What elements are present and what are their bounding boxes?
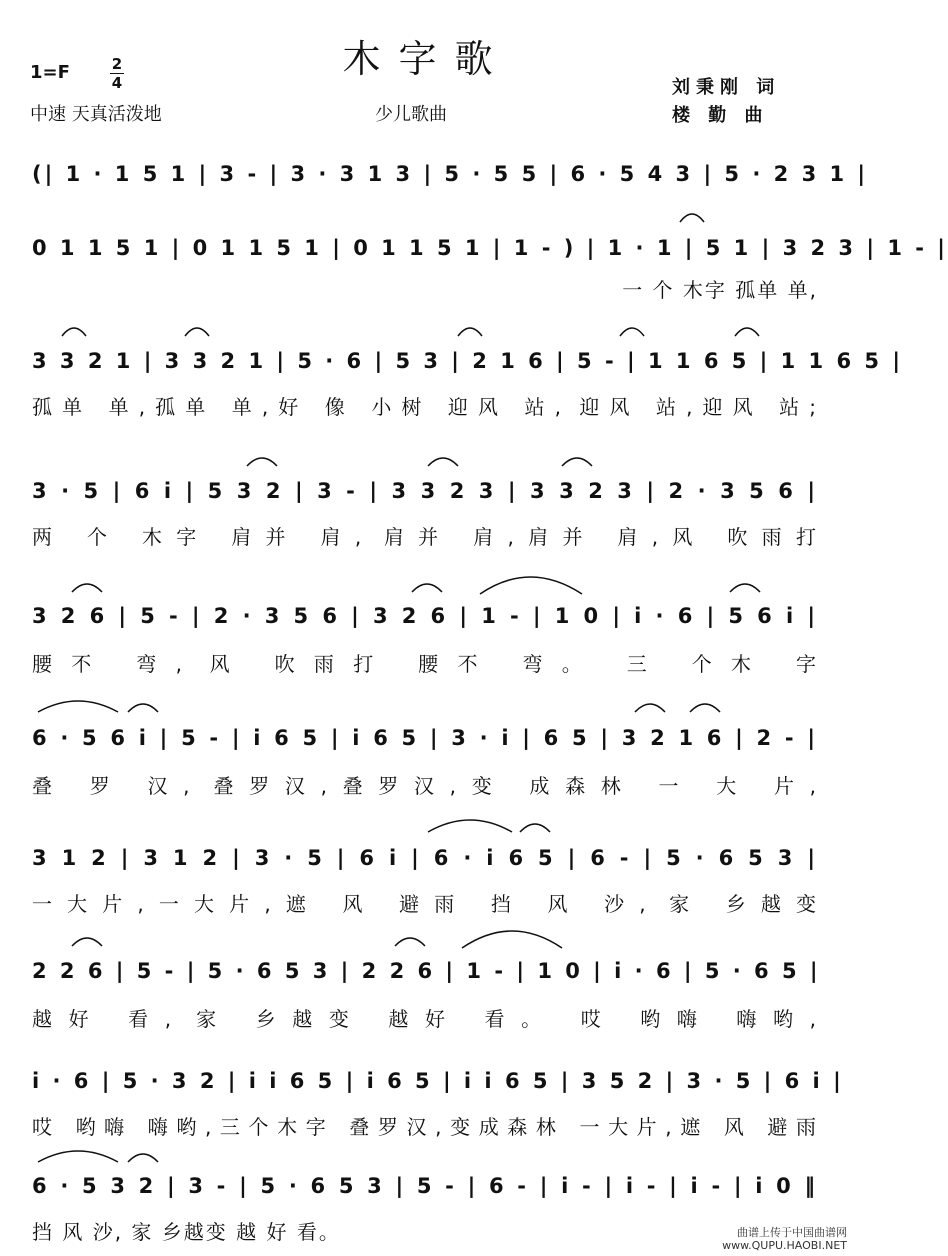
notes-line-6: 6 · 5 6 i | 5 - | i 6 5 | i 6 5 | 3 · i | 6 5 | 3 2 1 6 | 2 - | — [32, 726, 818, 750]
slur-mark — [620, 328, 644, 336]
slur-mark — [458, 328, 482, 336]
notes-line-7: 3 1 2 | 3 1 2 | 3 · 5 | 6 i | 6 · i 6 5 | 6 - | 5 · 6 5 3 | — [32, 846, 818, 870]
watermark — [722, 1226, 847, 1252]
time-signature-bottom: 4 — [111, 74, 123, 92]
composer-credit: 楼 勤 曲 — [672, 105, 769, 126]
lyrics-line-8: 越好 看, 家 乡越变 越好 看。 哎 哟嗨 嗨哟, — [32, 1007, 818, 1031]
watermark-line-1: 曲谱上传于中国曲谱网 — [737, 1226, 847, 1239]
notes-line-5: 3 2 6 | 5 - | 2 · 3 5 6 | 3 2 6 | 1 - | 1 0 | i · 6 | 5 6 i | — [32, 604, 818, 628]
lyrics-line-10: 挡 风 沙, 家 乡越变 越 好 看。 — [32, 1220, 341, 1244]
lyricist-credit: 刘秉刚 词 — [672, 77, 781, 98]
slur-mark — [72, 584, 102, 592]
lyrics-line-5: 腰不 弯, 风 吹雨打 腰不 弯。 三 个木 字 — [32, 652, 818, 676]
notes-line-1: (| 1 · 1 5 1 | 3 - | 3 · 3 1 3 | 5 · 5 5 | 6 · 5 4 3 | 5 · 2 3 1 | — [32, 162, 869, 186]
tempo-marking: 中速 天真活泼地 — [30, 104, 162, 125]
lyrics-line-6: 叠 罗 汉, 叠罗汉,叠罗汉,变 成森林 一 大 片, — [32, 774, 818, 798]
notes-line-8: 2 2 6 | 5 - | 5 · 6 5 3 | 2 2 6 | 1 - | 1 0 | i · 6 | 5 · 6 5 | — [32, 959, 821, 983]
slur-mark — [128, 704, 158, 712]
slur-mark — [395, 938, 425, 946]
slur-mark — [462, 931, 562, 948]
notes-line-2: 0 1 1 5 1 | 0 1 1 5 1 | 0 1 1 5 1 | 1 - ) | 1 · 1 | 5 1 | 3 2 3 | 1 - | — [32, 236, 948, 260]
lyrics-line-2: 一 个 木字 孤单 单, — [622, 278, 818, 302]
lyrics-line-9: 哎 哟嗨 嗨哟,三个木字 叠罗汉,变成森林 一大片,遮 风 避雨 — [32, 1115, 818, 1139]
slur-mark — [680, 214, 704, 222]
slur-mark — [128, 1154, 158, 1162]
slur-mark — [735, 328, 759, 336]
slur-mark — [247, 458, 277, 466]
slur-mark — [72, 938, 102, 946]
slur-mark — [38, 701, 118, 712]
slur-mark — [62, 328, 86, 336]
slur-mark — [480, 577, 582, 594]
notes-line-9: i · 6 | 5 · 3 2 | i i 6 5 | i 6 5 | i i 6 5 | 3 5 2 | 3 · 5 | 6 i | — [32, 1069, 844, 1093]
notes-line-4: 3 · 5 | 6 i | 5 3 2 | 3 - | 3 3 2 3 | 3 3 2 3 | 2 · 3 5 6 | — [32, 479, 818, 503]
key-signature: 1=F — [30, 62, 70, 83]
slur-mark — [185, 328, 209, 336]
slur-mark — [730, 584, 760, 592]
page-title: 木字歌 — [342, 37, 511, 81]
slur-mark — [428, 458, 458, 466]
slur-mark — [690, 704, 720, 712]
slur-mark — [38, 1151, 118, 1162]
notes-line-10: 6 · 5 3 2 | 3 - | 5 · 6 5 3 | 5 - | 6 - | i - | i - | i - | i 0 ‖ — [32, 1174, 818, 1198]
slur-mark — [635, 704, 665, 712]
lyrics-line-4: 两 个 木字 肩并 肩, 肩并 肩,肩并 肩,风 吹雨打 — [32, 525, 818, 549]
notes-line-3: 3 3 2 1 | 3 3 2 1 | 5 · 6 | 5 3 | 2 1 6 | 5 - | 1 1 6 5 | 1 1 6 5 | — [32, 349, 904, 373]
time-signature-top: 2 — [111, 55, 123, 73]
genre-label: 少儿歌曲 — [375, 104, 447, 125]
lyrics-line-7: 一大片,一大片,遮 风 避雨 挡 风 沙, 家 乡越变 — [32, 892, 818, 916]
lyrics-line-3: 孤单 单,孤单 单,好 像 小树 迎风 站, 迎风 站,迎风 站; — [32, 395, 818, 419]
watermark-line-2: www.QUPU.HAOBI.NET — [722, 1239, 847, 1252]
time-signature — [110, 56, 124, 91]
credits — [672, 74, 780, 130]
slur-mark — [412, 584, 442, 592]
slur-mark — [562, 458, 592, 466]
slur-mark — [428, 820, 512, 832]
slur-mark — [520, 824, 550, 832]
